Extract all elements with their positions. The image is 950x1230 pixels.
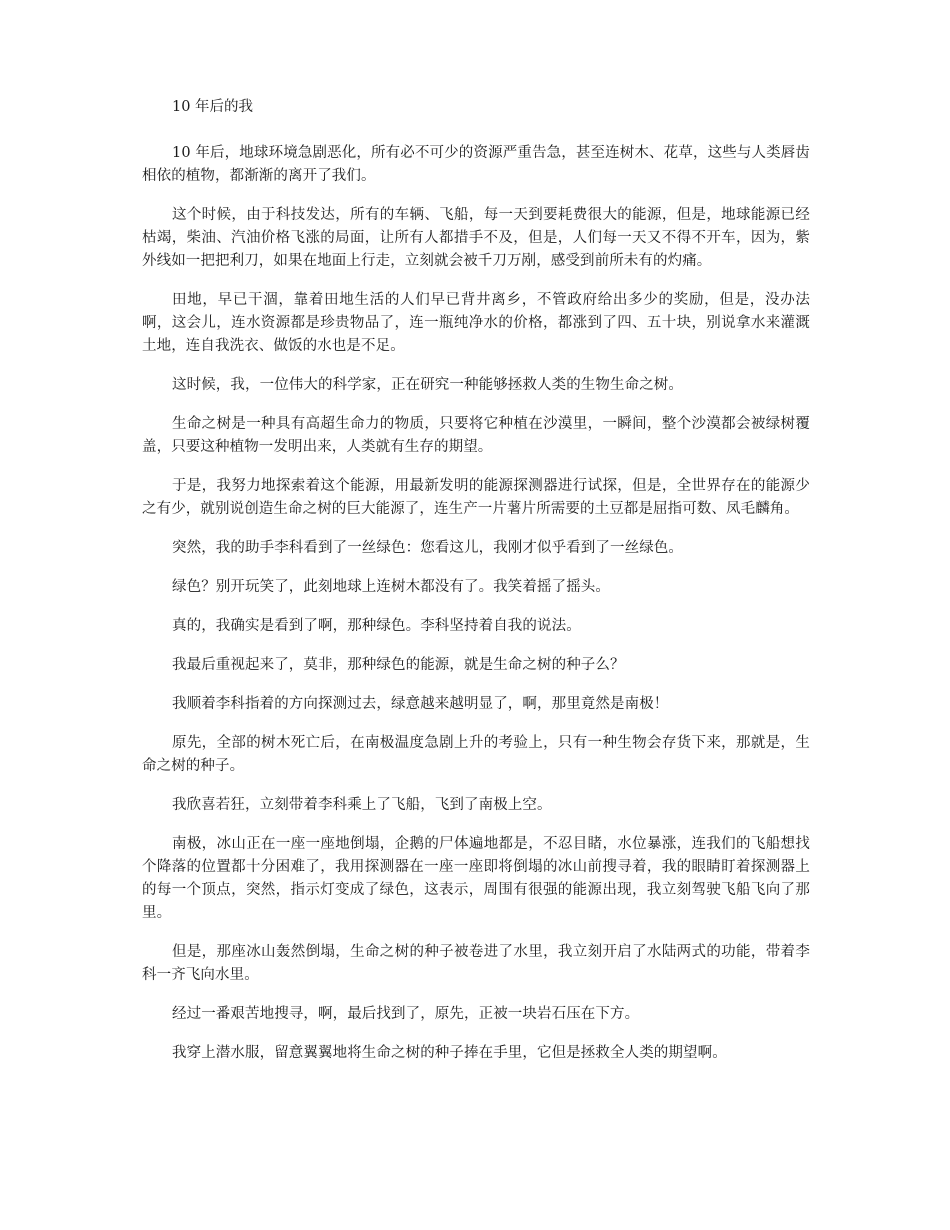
paragraph-12: 原先，全部的树木死亡后，在南极温度急剧上升的考验上，只有一种生物会存货下来，那就是，生命之树的种子。 [142,735,810,774]
paragraph-5: 生命之树是一种具有高超生命力的物质，只要将它种植在沙漠里，一瞬间，整个沙漠都会被绿树覆盖，只要这种植物一发明出来，人类就有生存的期望。 [142,416,810,455]
paragraph-16: 经过一番艰苦地搜寻，啊，最后找到了，原先，正被一块岩石压在下方。 [172,1006,640,1022]
document-title: 10 年后的我 [172,99,254,115]
paragraph-10: 我最后重视起来了，莫非，那种绿色的能源，就是生命之树的种子么？ [172,657,625,673]
document-page [142,96,810,1081]
paragraph-1: 10 年后，地球环境急剧恶化，所有必不可少的资源严重告急，甚至连树木、花草，这些与人类唇齿相依的植物，都渐渐的离开了我们。 [142,145,810,184]
paragraph-11: 我顺着李科指着的方向探测过去，绿意越来越明显了，啊，那里竟然是南极！ [172,696,669,712]
paragraph-8: 绿色？别开玩笑了，此刻地球上连树木都没有了。我笑着摇了摇头。 [172,579,610,595]
paragraph-9: 真的，我确实是看到了啊，那种绿色。李科坚持着自我的说法。 [172,618,581,634]
paragraph-2: 这个时候，由于科技发达，所有的车辆、飞船，每一天到要耗费很大的能源，但是，地球能源已经枯竭，柴油、汽油价格飞涨的局面，让所有人都措手不及，但是，人们每一天又不得不开车，因为，紫外线如一把把利刀，如果在地面上行走，立刻就会被千刀万剐，感受到前所未有的灼痛。 [142,207,810,269]
paragraph-17: 我穿上潜水服，留意翼翼地将生命之树的种子捧在手里，它但是拯救全人类的期望啊。 [172,1045,727,1061]
paragraph-7: 突然，我的助手李科看到了一丝绿色：您看这儿，我刚才似乎看到了一丝绿色。 [172,540,683,556]
paragraph-14: 南极，冰山正在一座一座地倒塌，企鹅的尸体遍地都是，不忍目睹，水位暴涨，连我们的飞船想找个降落的位置都十分困难了，我用探测器在一座一座即将倒塌的冰山前搜寻着，我的眼睛盯着探测器上的每一个顶点，突然，指示灯变成了绿色，这表示，周围有很强的能源出现，我立刻驾驶飞船飞向了那里。 [142,836,810,921]
paragraph-13: 我欣喜若狂，立刻带着李科乘上了飞船，飞到了南极上空。 [172,797,552,813]
paragraph-4: 这时候，我，一位伟大的科学家，正在研究一种能够拯救人类的生物生命之树。 [172,377,683,393]
paragraph-6: 于是，我努力地探索着这个能源，用最新发明的能源探测器进行试探，但是，全世界存在的能源少之有少，就别说创造生命之树的巨大能源了，连生产一片薯片所需要的土豆都是屈指可数、凤毛麟角。 [142,478,810,517]
paragraph-15: 但是，那座冰山轰然倒塌，生命之树的种子被卷进了水里，我立刻开启了水陆两式的功能，带着李科一齐飞向水里。 [142,944,810,983]
paragraph-3: 田地，早已干涸，靠着田地生活的人们早已背井离乡，不管政府给出多少的奖励，但是，没办法啊，这会儿，连水资源都是珍贵物品了，连一瓶纯净水的价格，都涨到了四、五十块，别说拿水来灌溉土地，连自我洗衣、做饭的水也是不足。 [142,292,810,354]
